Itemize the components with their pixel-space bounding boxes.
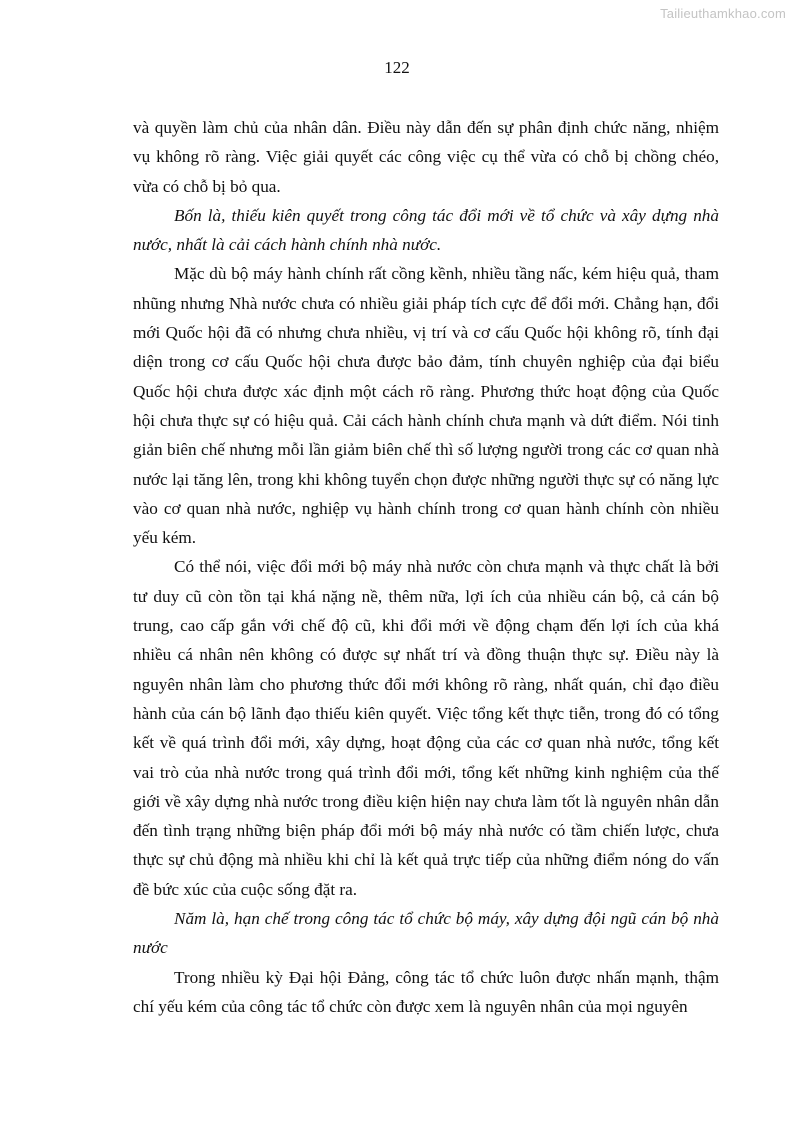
- paragraph-body: Trong nhiều kỳ Đại hội Đảng, công tác tổ chức luôn được nhấn mạnh, thậm chí yếu kém của công tác tổ chức còn được xem là nguyên nhân của mọi nguyên: [133, 967, 719, 1016]
- page-number: 122: [384, 58, 410, 77]
- paragraph-body: Mặc dù bộ máy hành chính rất cồng kềnh, nhiều tầng nấc, kém hiệu quả, tham nhũng nhưng Nhà nước chưa có nhiều giải pháp tích cực để đổi mới. Chẳng hạn, đổi mới Quốc hội đã có nhưng chưa nhiều, vị trí và cơ cấu Quốc hội không rõ, tính đại diện trong cơ cấu Quốc hội chưa được bảo đảm, tính chuyên nghiệp của đại biểu Quốc hội chưa được xác định một cách rõ ràng. Phương thức hoạt động của Quốc hội chưa thực sự có hiệu quả. Cải cách hành chính chưa mạnh và dứt điểm. Nói tinh giản biên chế nhưng mỗi lần giảm biên chế thì số lượng người trong các cơ quan nhà nước lại tăng lên, trong khi không tuyển chọn được những người thực sự có năng lực vào cơ quan nhà nước, nghiệp vụ hành chính trong cơ quan hành chính còn nhiều yếu kém.: [133, 264, 719, 548]
- document-body: [133, 113, 719, 1021]
- paragraph-body: Có thể nói, việc đổi mới bộ máy nhà nước còn chưa mạnh và thực chất là bởi tư duy cũ còn tồn tại khá nặng nề, thêm nữa, lợi ích của nhiều cán bộ, cả cán bộ trung, cao cấp gắn với chế độ cũ, khi đổi mới về động chạm đến lợi ích của khá nhiều cá nhân nên không có được sự nhất trí và đồng thuận thực sự. Điều này là nguyên nhân làm cho phương thức đổi mới không rõ ràng, nhất quán, chỉ đạo điều hành của cán bộ lãnh đạo thiếu kiên quyết. Việc tổng kết thực tiễn, trong đó có tổng kết về quá trình đổi mới, xây dựng, hoạt động của các cơ quan nhà nước, tổng kết vai trò của nhà nước trong quá trình đổi mới, tổng kết những kinh nghiệm của thế giới về xây dựng nhà nước trong điều kiện hiện nay chưa làm tốt là nguyên nhân dẫn đến tình trạng những biện pháp đổi mới bộ máy nhà nước có tầm chiến lược, chưa thực sự chủ động mà nhiều khi chỉ là kết quả trực tiếp của những điểm nóng do vấn đề bức xúc của cuộc sống đặt ra.: [133, 557, 719, 899]
- watermark-text: Tailieuthamkhao.com: [660, 6, 786, 21]
- paragraph-continuation: và quyền làm chủ của nhân dân. Điều này dẫn đến sự phân định chức năng, nhiệm vụ không rõ ràng. Việc giải quyết các công việc cụ thể vừa có chỗ bị chồng chéo, vừa có chỗ bị bỏ qua.: [133, 118, 719, 196]
- section-heading-four: Bốn là, thiếu kiên quyết trong công tác đổi mới về tổ chức và xây dựng nhà nước, nhất là cải cách hành chính nhà nước.: [133, 205, 719, 255]
- section-heading-five: Năm là, hạn chế trong công tác tổ chức bộ máy, xây dựng đội ngũ cán bộ nhà nước: [133, 909, 719, 958]
